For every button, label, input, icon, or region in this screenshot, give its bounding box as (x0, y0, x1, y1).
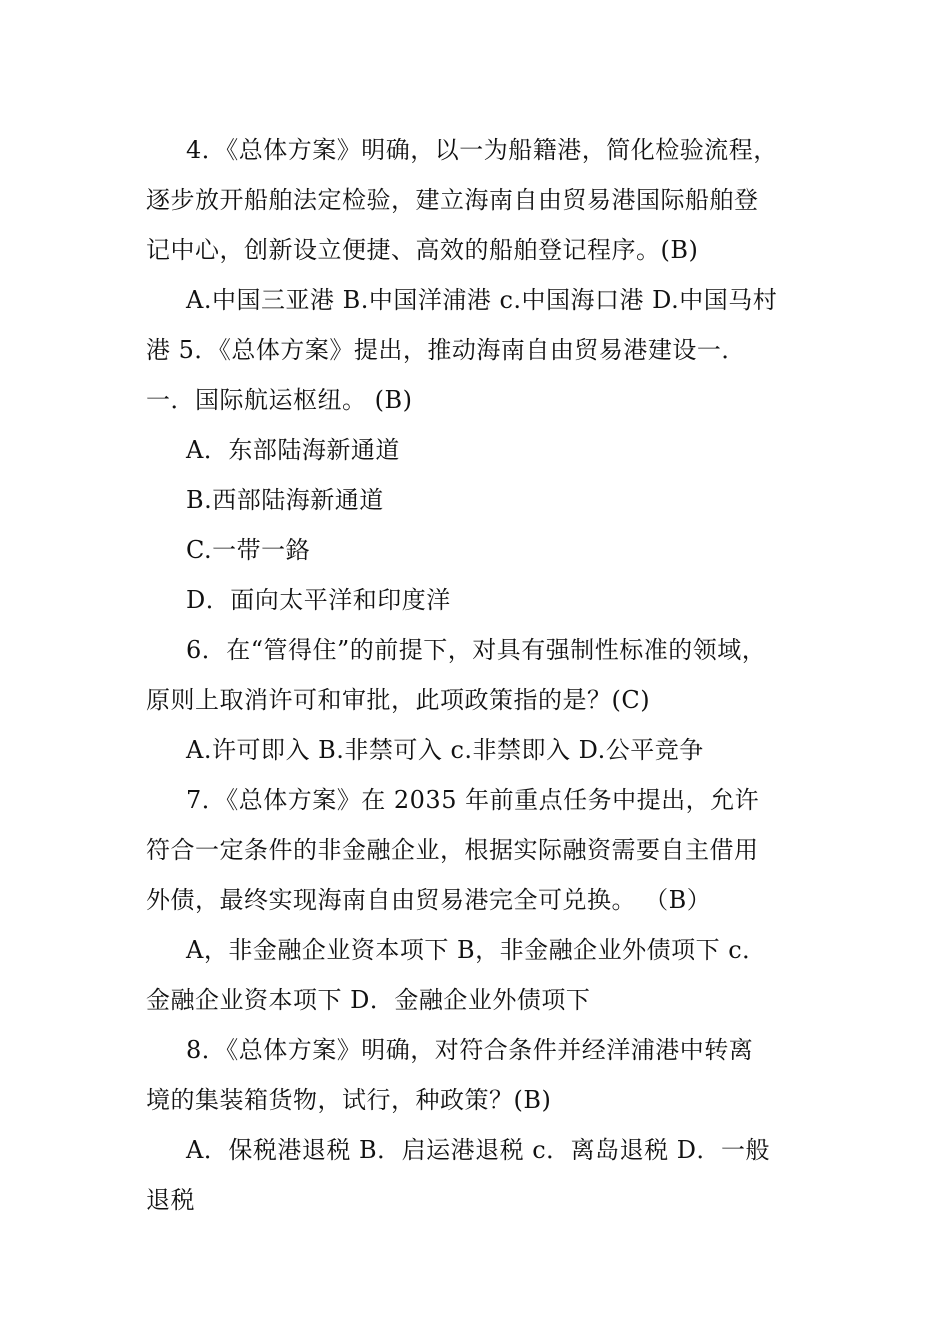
question-7-line-1: 7．《总体方案》在 2035 年前重点任务中提出，允许 (186, 786, 760, 814)
question-4-line-1: 4．《总体方案》明确，以一为船籍港，简化检验流程， (186, 136, 778, 164)
question-4-options: A.中国三亚港 B.中国洋浦港 c.中国海口港 D.中国马村 (186, 286, 778, 314)
question-5-option-a: A．东部陆海新通道 (186, 436, 400, 464)
question-5-line-2: 一．国际航运枢纽。 (B) (146, 386, 413, 414)
question-5-line-1: 港 5．《总体方案》提出，推动海南自由贸易港建设一． (146, 336, 746, 364)
question-6-line-1: 6．在“管得住”的前提下，对具有强制性标准的领域， (186, 636, 767, 664)
question-7-options-line-2: 金融企业资本项下 D．金融企业外债项下 (146, 986, 591, 1014)
question-5-option-c: C.一带一鉻 (186, 536, 311, 564)
question-7-line-3: 外债，最终实现海南自由贸易港完全可兑换。 （B） (146, 886, 712, 914)
question-7-line-2: 符合一定条件的非金融企业，根据实际融资需要自主借用 (146, 836, 759, 864)
question-6-line-2: 原则上取消许可和审批，此项政策指的是？(C) (146, 686, 651, 714)
question-8-line-2: 境的集装箱货物，试行，种政策？(B) (146, 1086, 552, 1114)
question-7-options-line-1: A，非金融企业资本项下 B，非金融企业外债项下 c． (186, 936, 767, 964)
question-4-line-2: 逐步放开船舶法定检验，建立海南自由贸易港国际船舶登 (146, 186, 759, 214)
question-8-line-1: 8．《总体方案》明确，对符合条件并经洋浦港中转离 (186, 1036, 754, 1064)
question-6-options: A.许可即入 B.非禁可入 c.非禁即入 D.公平竞争 (186, 736, 704, 764)
question-5-option-b: B.西部陆海新通道 (186, 486, 384, 514)
question-5-option-d: D．面向太平洋和印度洋 (186, 586, 451, 614)
question-8-options-line-1: A．保税港退税 B．启运港退税 c．离岛退税 D．一般 (186, 1136, 771, 1164)
question-8-options-line-2: 退税 (146, 1186, 195, 1214)
question-4-line-3: 记中心，创新设立便捷、高效的船舶登记程序。(B) (146, 236, 699, 264)
